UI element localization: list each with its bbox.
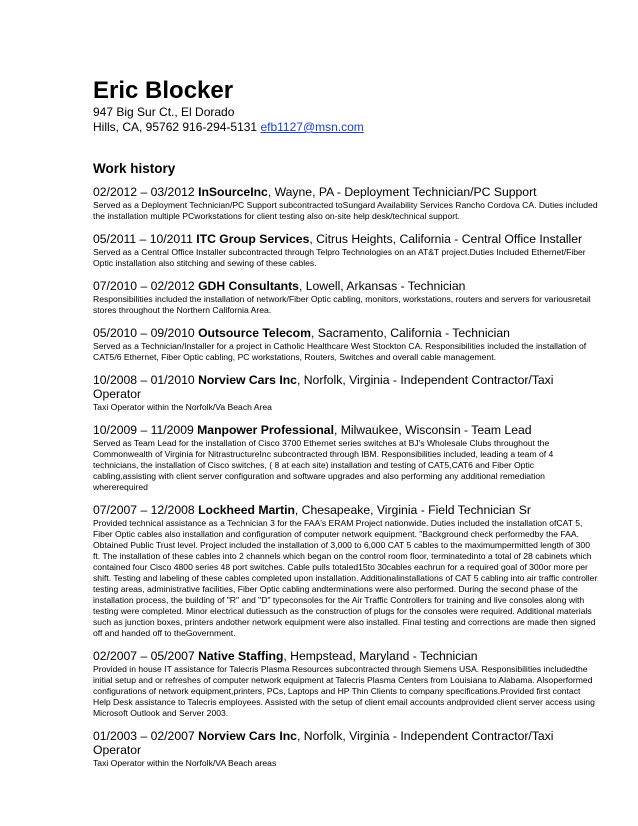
job-entry (93, 232, 598, 269)
job-heading (93, 185, 598, 199)
section-title: Work history (93, 161, 176, 176)
job-company: InSourceInc (198, 185, 268, 199)
job-company: ITC Group Services (196, 232, 310, 246)
job-location-title: , Norfolk, Virginia - Independent Contractor/Taxi Operator (93, 373, 554, 401)
job-entry (93, 326, 598, 363)
job-dates: 05/2010 – 09/2010 (93, 326, 195, 340)
job-heading (93, 279, 598, 293)
job-dates: 02/2007 – 05/2007 (93, 649, 195, 663)
job-description: Taxi Operator within the Norfolk/Va Beach Area (93, 402, 272, 412)
job-entry (93, 373, 598, 413)
job-heading (93, 503, 598, 517)
job-location-title: , Citrus Heights, California - Central Office Installer (309, 232, 583, 246)
job-entry (93, 423, 598, 493)
job-description: Served as Team Lead for the installation of Cisco 3700 Ethernet series switches at BJ's Wholesale Clubs throughout the Commonwealth of Virginia for NitrastructureInc subcontracted through IBM. Responsibilities included, leading a team of 4 technicians, the installation of Cisco switches, ( 8 at each site) installation and testing of CAT5,CAT6 and Fiber Optic cabling,assisting with client server configuration and software upgrades and also performing any additional remediation whererequired (93, 438, 554, 492)
job-entry (93, 729, 598, 769)
job-heading (93, 423, 598, 437)
job-company: Lockheed Martin (198, 503, 295, 517)
job-dates: 10/2009 – 11/2009 (93, 423, 194, 437)
job-dates: 05/2011 – 10/2011 (93, 232, 193, 246)
job-location-title: , Norfolk, Virginia - Independent Contractor/Taxi Operator (93, 729, 554, 757)
job-location-title: , Sacramento, California - Technician (310, 326, 510, 340)
job-dates: 02/2012 – 03/2012 (93, 185, 195, 199)
job-entry (93, 503, 598, 639)
job-description: Provided in house IT assistance for Talecris Plasma Resources subcontracted through Siemens USA. Responsibilities includedthe initial setup and or refreshes of computer network equipment at Talecris Plasma Centers from Louisiana to Alabama. Alsoperformed configurations of network equipment,printers, PCs, Laptops and HP Thin Clients to company specifications.Provided first contact Help Desk assistance to Talecris employees. Assisted with the setup of client email accounts andprovided client server access using Microsoft Outlook and Server 2003. (93, 664, 595, 718)
job-entry (93, 185, 598, 222)
job-location-title: , Wayne, PA - Deployment Technician/PC Support (267, 185, 537, 199)
job-location-title: , Milwaukee, Wisconsin - Team Lead (333, 423, 532, 437)
address-line-2 (93, 120, 598, 135)
job-company: Native Staffing (198, 649, 284, 663)
job-location-title: , Chesapeake, Virginia - Field Technician Sr (294, 503, 531, 517)
address-line-1: 947 Big Sur Ct., El Dorado (93, 105, 235, 119)
job-heading (93, 373, 598, 401)
job-heading (93, 326, 598, 340)
job-description: Responsibilities included the installation of network/Fiber Optic cabling, monitors, workstations, routers and servers for variousretail stores throughout the Northern California Area. (93, 294, 591, 315)
job-description: Served as a Technician/Installer for a project in Catholic Healthcare West Stockton CA. Responsibilities included the installation of CAT5/6 Ethernet, Fiber Optic cabling, PC workstations, Routers, Switches and overall cable management. (93, 341, 587, 362)
job-dates: 07/2010 – 02/2012 (93, 279, 195, 293)
job-description: Provided technical assistance as a Technician 3 for the FAA's ERAM Project nationwide. Duties included the installation ofCAT 5, Fiber Optic cables also installation and configuration of computer network equipment. "Background check performedby the FAA. Obtained Public Trust level. Project included the installation of 3,000 to 6,000 CAT 5 cables to the maximumpermitted length of 300 ft. The installation of these cables into 2 channels which began on the control room floor, terminatedinto a total of 28 cabinets which contained four Cisco 4800 series 48 port switches. Cable pulls totaled15to 30cables eachrun for a required goal of 300or more per shift. Testing and labeling of these cables completed upon installation. Additionalinstallations of CAT 5 cabling into air traffic controller testing areas, administrative facilities, Fiber Optic cabling andterminations were also performed. During the second phase of the installation process, the building of "R" and "D" typeconsoles for the Air Traffic Controllers for training and live consoles along with testing were completed. Minor electrical dutiessuch as the construction of plugs for the consoles were required. Additional materials such as junction boxes, printers andother network equipment were also installed. Final testing and corrections are made then signed off and handed off to theGovernment. (93, 518, 598, 638)
job-heading (93, 729, 598, 757)
job-entry (93, 649, 598, 719)
job-company: Norview Cars Inc (198, 729, 297, 743)
job-location-title: , Lowell, Arkansas - Technician (298, 279, 466, 293)
job-dates: 01/2003 – 02/2007 (93, 729, 195, 743)
job-company: Manpower Professional (197, 423, 334, 437)
job-company: GDH Consultants (198, 279, 299, 293)
job-company: Norview Cars Inc (198, 373, 297, 387)
address-block (93, 105, 598, 135)
address-line-2-text: Hills, CA, 95762 916-294-5131 (93, 120, 258, 134)
job-description: Taxi Operator within the Norfolk/VA Beach areas (93, 758, 277, 768)
job-company: Outsource Telecom (198, 326, 311, 340)
job-heading (93, 232, 598, 246)
candidate-name: Eric Blocker (93, 77, 234, 104)
job-dates: 07/2007 – 12/2008 (93, 503, 195, 517)
job-heading (93, 649, 598, 663)
job-description: Served as a Central Office Installer subcontracted through Telpro Technologies on an AT&T project.Duties Included Ethernet/Fiber Optic installation also stitching and sewing of these cables. (93, 247, 586, 268)
job-list (93, 185, 598, 769)
email-link[interactable]: efb1127@msn.com (260, 120, 364, 134)
job-dates: 10/2008 – 01/2010 (93, 373, 195, 387)
job-location-title: , Hempstead, Maryland - Technician (283, 649, 478, 663)
job-description: Served as a Deployment Technician/PC Support subcontracted toSungard Availability Services Rancho Cordova CA. Duties included the installation multiple PCworkstations for client testing also on-site help desk/technical support. (93, 200, 598, 221)
job-entry (93, 279, 598, 316)
